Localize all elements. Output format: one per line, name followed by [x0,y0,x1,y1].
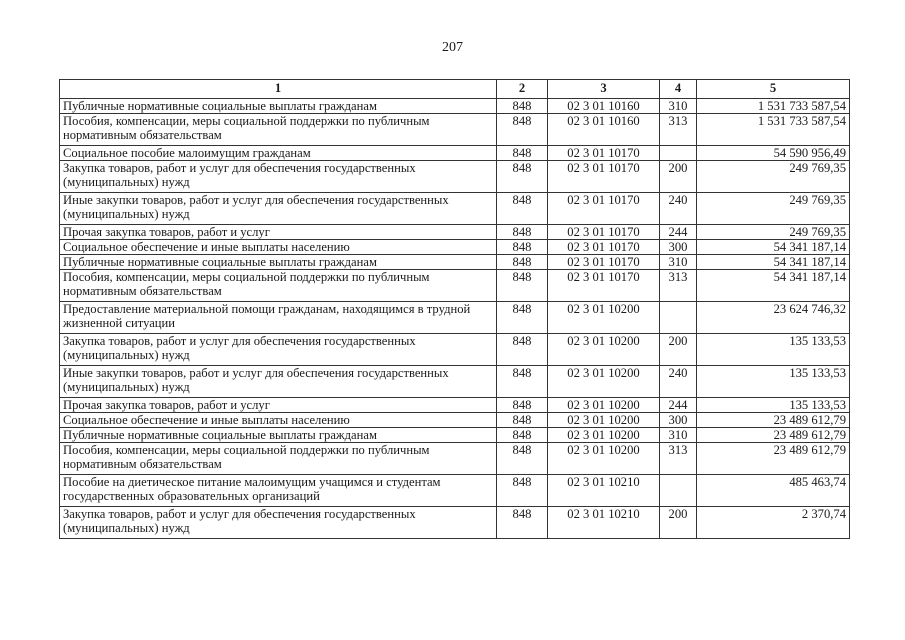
row-code: 02 3 01 10200 [548,398,660,413]
row-amount: 23 489 612,79 [697,413,850,428]
row-name: Пособия, компенсации, меры социальной поддержки по публичным нормативным обязательствам [60,270,497,302]
row-code: 02 3 01 10200 [548,334,660,366]
row-amount: 54 590 956,49 [697,146,850,161]
row-name: Социальное обеспечение и иные выплаты населению [60,240,497,255]
row-kind: 200 [660,507,697,539]
row-code: 02 3 01 10210 [548,507,660,539]
table-row [60,475,850,507]
header-col-code: 3 [548,80,660,99]
row-code: 02 3 01 10160 [548,99,660,114]
row-kind: 240 [660,366,697,398]
table-row [60,398,850,413]
row-name: Предоставление материальной помощи гражданам, находящимся в трудной жизненной ситуации [60,302,497,334]
row-amount: 1 531 733 587,54 [697,99,850,114]
row-amount: 23 489 612,79 [697,428,850,443]
table-row [60,507,850,539]
row-ministry: 848 [497,398,548,413]
table-row [60,99,850,114]
row-code: 02 3 01 10200 [548,302,660,334]
row-amount: 23 489 612,79 [697,443,850,475]
row-ministry: 848 [497,428,548,443]
table-row [60,366,850,398]
row-kind: 240 [660,193,697,225]
row-ministry: 848 [497,334,548,366]
table-row [60,302,850,334]
row-name: Пособия, компенсации, меры социальной поддержки по публичным нормативным обязательствам [60,114,497,146]
table-row [60,146,850,161]
header-col-ministry: 2 [497,80,548,99]
row-ministry: 848 [497,475,548,507]
row-ministry: 848 [497,507,548,539]
budget-table [59,79,850,539]
row-ministry: 848 [497,413,548,428]
row-code: 02 3 01 10170 [548,255,660,270]
table-row [60,443,850,475]
row-kind: 313 [660,443,697,475]
row-kind: 310 [660,99,697,114]
row-code: 02 3 01 10170 [548,225,660,240]
row-amount: 1 531 733 587,54 [697,114,850,146]
table-row [60,114,850,146]
row-ministry: 848 [497,302,548,334]
row-name: Иные закупки товаров, работ и услуг для обеспечения государственных (муниципальных) нужд [60,366,497,398]
row-code: 02 3 01 10200 [548,366,660,398]
row-code: 02 3 01 10160 [548,114,660,146]
row-amount: 135 133,53 [697,398,850,413]
row-name: Публичные нормативные социальные выплаты гражданам [60,428,497,443]
table-row [60,193,850,225]
row-amount: 23 624 746,32 [697,302,850,334]
row-name: Социальное пособие малоимущим гражданам [60,146,497,161]
row-amount: 2 370,74 [697,507,850,539]
table-row [60,161,850,193]
row-code: 02 3 01 10170 [548,146,660,161]
row-kind [660,475,697,507]
row-name: Закупка товаров, работ и услуг для обеспечения государственных (муниципальных) нужд [60,161,497,193]
page-number: 207 [442,40,463,55]
row-kind [660,146,697,161]
row-kind: 310 [660,428,697,443]
row-code: 02 3 01 10170 [548,240,660,255]
row-name: Иные закупки товаров, работ и услуг для обеспечения государственных (муниципальных) нужд [60,193,497,225]
header-col-kind: 4 [660,80,697,99]
row-code: 02 3 01 10200 [548,428,660,443]
row-code: 02 3 01 10200 [548,413,660,428]
row-ministry: 848 [497,255,548,270]
row-code: 02 3 01 10170 [548,161,660,193]
row-kind: 200 [660,334,697,366]
row-amount: 54 341 187,14 [697,255,850,270]
table-row [60,270,850,302]
row-ministry: 848 [497,193,548,225]
row-code: 02 3 01 10210 [548,475,660,507]
row-ministry: 848 [497,240,548,255]
row-kind [660,302,697,334]
row-name: Закупка товаров, работ и услуг для обеспечения государственных (муниципальных) нужд [60,507,497,539]
row-amount: 135 133,53 [697,366,850,398]
row-ministry: 848 [497,146,548,161]
row-ministry: 848 [497,443,548,475]
table-row [60,428,850,443]
table-row [60,240,850,255]
row-amount: 54 341 187,14 [697,240,850,255]
row-amount: 135 133,53 [697,334,850,366]
row-code: 02 3 01 10170 [548,193,660,225]
row-ministry: 848 [497,270,548,302]
row-amount: 249 769,35 [697,225,850,240]
row-amount: 249 769,35 [697,161,850,193]
row-kind: 310 [660,255,697,270]
row-name: Пособие на диетическое питание малоимущим учащимся и студентам государственных образовательных организаций [60,475,497,507]
row-amount: 54 341 187,14 [697,270,850,302]
row-name: Прочая закупка товаров, работ и услуг [60,398,497,413]
row-name: Закупка товаров, работ и услуг для обеспечения государственных (муниципальных) нужд [60,334,497,366]
table-row [60,413,850,428]
row-name: Социальное обеспечение и иные выплаты населению [60,413,497,428]
row-code: 02 3 01 10170 [548,270,660,302]
row-name: Прочая закупка товаров, работ и услуг [60,225,497,240]
row-kind: 244 [660,225,697,240]
table-header-row [60,80,850,99]
row-ministry: 848 [497,366,548,398]
row-name: Публичные нормативные социальные выплаты гражданам [60,99,497,114]
row-kind: 200 [660,161,697,193]
row-ministry: 848 [497,225,548,240]
row-code: 02 3 01 10200 [548,443,660,475]
table-row [60,225,850,240]
row-kind: 300 [660,413,697,428]
table-row [60,255,850,270]
header-col-name: 1 [60,80,497,99]
row-kind: 313 [660,270,697,302]
row-ministry: 848 [497,114,548,146]
row-ministry: 848 [497,161,548,193]
row-ministry: 848 [497,99,548,114]
row-name: Публичные нормативные социальные выплаты гражданам [60,255,497,270]
table-row [60,334,850,366]
header-col-amount: 5 [697,80,850,99]
row-amount: 485 463,74 [697,475,850,507]
row-name: Пособия, компенсации, меры социальной поддержки по публичным нормативным обязательствам [60,443,497,475]
row-amount: 249 769,35 [697,193,850,225]
row-kind: 244 [660,398,697,413]
row-kind: 300 [660,240,697,255]
row-kind: 313 [660,114,697,146]
